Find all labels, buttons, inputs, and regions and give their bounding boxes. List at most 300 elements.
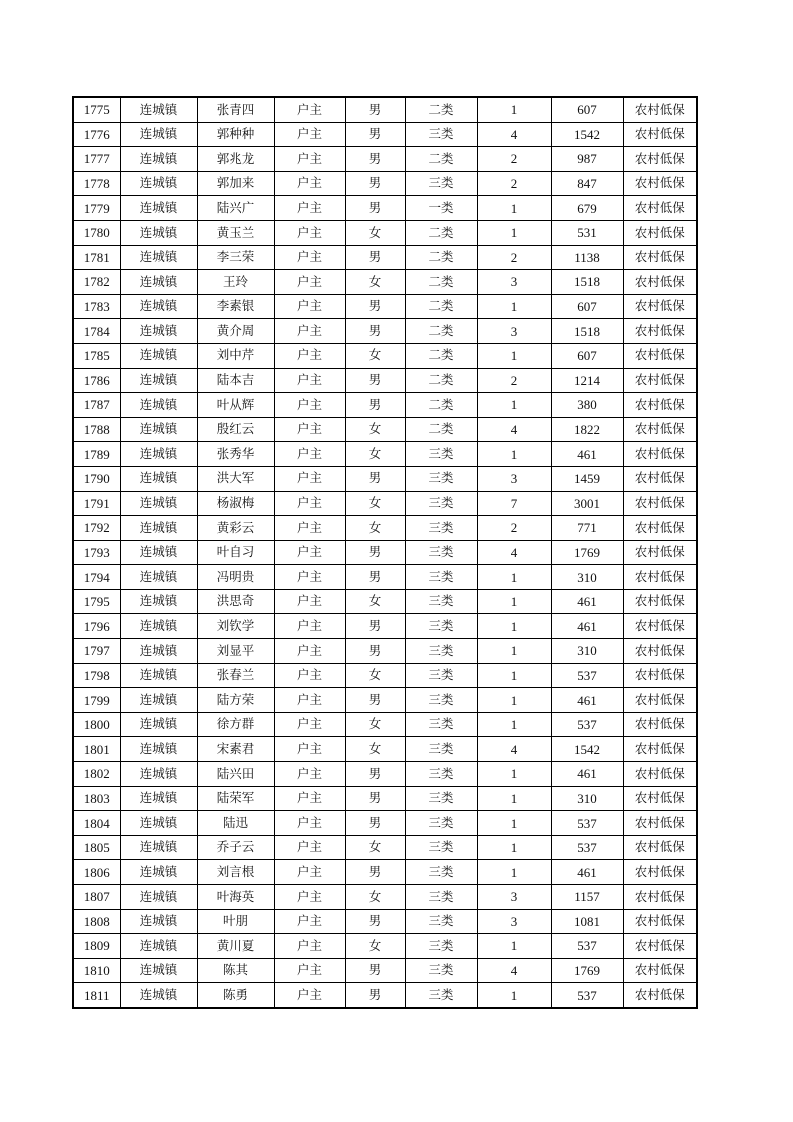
cell-assistance-type: 农村低保 <box>623 712 697 737</box>
cell-assistance-type: 农村低保 <box>623 958 697 983</box>
cell-category: 三类 <box>405 860 477 885</box>
cell-row-number: 1804 <box>73 811 120 836</box>
cell-town: 连城镇 <box>120 270 197 295</box>
cell-gender: 男 <box>345 762 405 787</box>
cell-assistance-type: 农村低保 <box>623 540 697 565</box>
cell-relation: 户主 <box>274 786 345 811</box>
cell-gender: 男 <box>345 811 405 836</box>
table-row <box>73 860 697 885</box>
cell-row-number: 1784 <box>73 319 120 344</box>
cell-name: 乔子云 <box>197 835 274 860</box>
cell-name: 黄彩云 <box>197 516 274 541</box>
cell-amount: 1214 <box>551 368 623 393</box>
cell-name: 殷红云 <box>197 417 274 442</box>
cell-name: 叶自习 <box>197 540 274 565</box>
cell-name: 杨淑梅 <box>197 491 274 516</box>
cell-gender: 男 <box>345 245 405 270</box>
cell-town: 连城镇 <box>120 934 197 959</box>
cell-amount: 1822 <box>551 417 623 442</box>
cell-relation: 户主 <box>274 343 345 368</box>
cell-relation: 户主 <box>274 147 345 172</box>
cell-relation: 户主 <box>274 368 345 393</box>
cell-relation: 户主 <box>274 245 345 270</box>
table-row <box>73 491 697 516</box>
cell-amount: 607 <box>551 97 623 122</box>
cell-gender: 男 <box>345 97 405 122</box>
cell-gender: 男 <box>345 786 405 811</box>
cell-town: 连城镇 <box>120 663 197 688</box>
cell-town: 连城镇 <box>120 319 197 344</box>
cell-row-number: 1796 <box>73 614 120 639</box>
cell-gender: 女 <box>345 516 405 541</box>
cell-category: 三类 <box>405 122 477 147</box>
cell-town: 连城镇 <box>120 983 197 1008</box>
cell-name: 陆迅 <box>197 811 274 836</box>
cell-gender: 女 <box>345 270 405 295</box>
cell-row-number: 1803 <box>73 786 120 811</box>
table-row <box>73 958 697 983</box>
cell-household-size: 2 <box>477 516 551 541</box>
cell-gender: 男 <box>345 196 405 221</box>
cell-town: 连城镇 <box>120 393 197 418</box>
cell-amount: 537 <box>551 811 623 836</box>
cell-row-number: 1781 <box>73 245 120 270</box>
cell-assistance-type: 农村低保 <box>623 909 697 934</box>
cell-assistance-type: 农村低保 <box>623 934 697 959</box>
cell-household-size: 2 <box>477 245 551 270</box>
cell-name: 徐方群 <box>197 712 274 737</box>
cell-assistance-type: 农村低保 <box>623 122 697 147</box>
cell-gender: 女 <box>345 737 405 762</box>
cell-name: 刘中芹 <box>197 343 274 368</box>
cell-town: 连城镇 <box>120 565 197 590</box>
cell-household-size: 4 <box>477 737 551 762</box>
cell-town: 连城镇 <box>120 171 197 196</box>
cell-category: 三类 <box>405 983 477 1008</box>
cell-gender: 男 <box>345 171 405 196</box>
cell-row-number: 1789 <box>73 442 120 467</box>
cell-amount: 461 <box>551 614 623 639</box>
cell-gender: 男 <box>345 983 405 1008</box>
cell-household-size: 1 <box>477 565 551 590</box>
cell-household-size: 1 <box>477 688 551 713</box>
cell-household-size: 1 <box>477 860 551 885</box>
cell-amount: 310 <box>551 639 623 664</box>
cell-amount: 461 <box>551 442 623 467</box>
cell-name: 刘显平 <box>197 639 274 664</box>
cell-name: 洪大军 <box>197 466 274 491</box>
cell-name: 黄川夏 <box>197 934 274 959</box>
cell-category: 三类 <box>405 786 477 811</box>
cell-category: 二类 <box>405 147 477 172</box>
table-row <box>73 122 697 147</box>
cell-relation: 户主 <box>274 688 345 713</box>
table-row <box>73 909 697 934</box>
cell-category: 三类 <box>405 442 477 467</box>
table-row <box>73 196 697 221</box>
cell-gender: 女 <box>345 442 405 467</box>
cell-row-number: 1808 <box>73 909 120 934</box>
cell-amount: 1518 <box>551 270 623 295</box>
cell-category: 二类 <box>405 343 477 368</box>
cell-relation: 户主 <box>274 319 345 344</box>
cell-assistance-type: 农村低保 <box>623 171 697 196</box>
table-row <box>73 639 697 664</box>
cell-category: 三类 <box>405 958 477 983</box>
cell-row-number: 1785 <box>73 343 120 368</box>
table-row <box>73 762 697 787</box>
cell-relation: 户主 <box>274 442 345 467</box>
cell-relation: 户主 <box>274 417 345 442</box>
cell-assistance-type: 农村低保 <box>623 417 697 442</box>
cell-town: 连城镇 <box>120 589 197 614</box>
cell-amount: 1542 <box>551 737 623 762</box>
cell-name: 叶朋 <box>197 909 274 934</box>
cell-amount: 1542 <box>551 122 623 147</box>
cell-household-size: 1 <box>477 589 551 614</box>
table-row <box>73 466 697 491</box>
table-row <box>73 516 697 541</box>
cell-relation: 户主 <box>274 491 345 516</box>
cell-town: 连城镇 <box>120 442 197 467</box>
cell-town: 连城镇 <box>120 245 197 270</box>
cell-gender: 女 <box>345 712 405 737</box>
cell-category: 三类 <box>405 565 477 590</box>
cell-name: 刘钦学 <box>197 614 274 639</box>
cell-category: 二类 <box>405 97 477 122</box>
cell-town: 连城镇 <box>120 811 197 836</box>
table-row <box>73 663 697 688</box>
table-row <box>73 885 697 910</box>
table-row <box>73 442 697 467</box>
cell-name: 冯明贵 <box>197 565 274 590</box>
cell-relation: 户主 <box>274 97 345 122</box>
cell-relation: 户主 <box>274 220 345 245</box>
cell-assistance-type: 农村低保 <box>623 245 697 270</box>
cell-row-number: 1802 <box>73 762 120 787</box>
cell-town: 连城镇 <box>120 614 197 639</box>
cell-relation: 户主 <box>274 885 345 910</box>
table-row <box>73 343 697 368</box>
cell-household-size: 1 <box>477 97 551 122</box>
cell-gender: 男 <box>345 639 405 664</box>
cell-category: 一类 <box>405 196 477 221</box>
cell-household-size: 4 <box>477 122 551 147</box>
cell-relation: 户主 <box>274 663 345 688</box>
cell-assistance-type: 农村低保 <box>623 565 697 590</box>
cell-town: 连城镇 <box>120 958 197 983</box>
cell-relation: 户主 <box>274 958 345 983</box>
cell-town: 连城镇 <box>120 294 197 319</box>
cell-town: 连城镇 <box>120 909 197 934</box>
cell-name: 黄玉兰 <box>197 220 274 245</box>
cell-gender: 男 <box>345 294 405 319</box>
cell-amount: 1459 <box>551 466 623 491</box>
table-row <box>73 97 697 122</box>
cell-category: 二类 <box>405 393 477 418</box>
cell-town: 连城镇 <box>120 466 197 491</box>
table-row <box>73 319 697 344</box>
cell-household-size: 1 <box>477 811 551 836</box>
cell-relation: 户主 <box>274 762 345 787</box>
table-row <box>73 270 697 295</box>
cell-relation: 户主 <box>274 589 345 614</box>
cell-amount: 537 <box>551 663 623 688</box>
cell-amount: 461 <box>551 589 623 614</box>
cell-name: 张春兰 <box>197 663 274 688</box>
cell-assistance-type: 农村低保 <box>623 319 697 344</box>
cell-category: 二类 <box>405 294 477 319</box>
cell-assistance-type: 农村低保 <box>623 811 697 836</box>
cell-relation: 户主 <box>274 565 345 590</box>
cell-household-size: 1 <box>477 614 551 639</box>
cell-gender: 男 <box>345 319 405 344</box>
cell-town: 连城镇 <box>120 786 197 811</box>
table-row <box>73 393 697 418</box>
cell-household-size: 3 <box>477 270 551 295</box>
cell-row-number: 1800 <box>73 712 120 737</box>
cell-row-number: 1776 <box>73 122 120 147</box>
cell-row-number: 1806 <box>73 860 120 885</box>
cell-row-number: 1809 <box>73 934 120 959</box>
cell-town: 连城镇 <box>120 343 197 368</box>
cell-row-number: 1778 <box>73 171 120 196</box>
cell-gender: 男 <box>345 909 405 934</box>
cell-row-number: 1791 <box>73 491 120 516</box>
cell-household-size: 1 <box>477 786 551 811</box>
cell-relation: 户主 <box>274 516 345 541</box>
cell-relation: 户主 <box>274 860 345 885</box>
cell-assistance-type: 农村低保 <box>623 835 697 860</box>
table-row <box>73 688 697 713</box>
cell-gender: 女 <box>345 491 405 516</box>
table-row <box>73 712 697 737</box>
cell-household-size: 1 <box>477 663 551 688</box>
cell-assistance-type: 农村低保 <box>623 368 697 393</box>
cell-category: 三类 <box>405 885 477 910</box>
cell-category: 三类 <box>405 737 477 762</box>
cell-amount: 1081 <box>551 909 623 934</box>
cell-amount: 461 <box>551 762 623 787</box>
cell-category: 三类 <box>405 712 477 737</box>
cell-category: 二类 <box>405 270 477 295</box>
cell-relation: 户主 <box>274 270 345 295</box>
cell-household-size: 4 <box>477 417 551 442</box>
cell-name: 李三荣 <box>197 245 274 270</box>
cell-relation: 户主 <box>274 737 345 762</box>
cell-town: 连城镇 <box>120 860 197 885</box>
cell-category: 二类 <box>405 417 477 442</box>
table-body <box>73 97 697 1008</box>
table-row <box>73 934 697 959</box>
cell-town: 连城镇 <box>120 835 197 860</box>
cell-category: 三类 <box>405 171 477 196</box>
cell-row-number: 1783 <box>73 294 120 319</box>
cell-household-size: 1 <box>477 343 551 368</box>
cell-assistance-type: 农村低保 <box>623 614 697 639</box>
table-row <box>73 983 697 1008</box>
cell-row-number: 1779 <box>73 196 120 221</box>
cell-gender: 男 <box>345 466 405 491</box>
cell-amount: 1518 <box>551 319 623 344</box>
cell-name: 叶从辉 <box>197 393 274 418</box>
cell-row-number: 1799 <box>73 688 120 713</box>
cell-category: 三类 <box>405 589 477 614</box>
cell-row-number: 1811 <box>73 983 120 1008</box>
cell-name: 黄介周 <box>197 319 274 344</box>
cell-assistance-type: 农村低保 <box>623 737 697 762</box>
cell-row-number: 1786 <box>73 368 120 393</box>
cell-row-number: 1790 <box>73 466 120 491</box>
cell-gender: 男 <box>345 565 405 590</box>
cell-amount: 310 <box>551 786 623 811</box>
cell-town: 连城镇 <box>120 97 197 122</box>
cell-category: 三类 <box>405 934 477 959</box>
cell-category: 三类 <box>405 639 477 664</box>
cell-category: 二类 <box>405 220 477 245</box>
cell-assistance-type: 农村低保 <box>623 343 697 368</box>
cell-assistance-type: 农村低保 <box>623 762 697 787</box>
cell-amount: 1769 <box>551 540 623 565</box>
cell-relation: 户主 <box>274 294 345 319</box>
cell-town: 连城镇 <box>120 368 197 393</box>
cell-town: 连城镇 <box>120 712 197 737</box>
cell-amount: 3001 <box>551 491 623 516</box>
cell-assistance-type: 农村低保 <box>623 860 697 885</box>
cell-gender: 女 <box>345 589 405 614</box>
cell-relation: 户主 <box>274 639 345 664</box>
cell-category: 三类 <box>405 762 477 787</box>
cell-gender: 女 <box>345 417 405 442</box>
cell-name: 陆本吉 <box>197 368 274 393</box>
cell-name: 陆兴田 <box>197 762 274 787</box>
table-row <box>73 368 697 393</box>
cell-relation: 户主 <box>274 835 345 860</box>
table-row <box>73 565 697 590</box>
cell-relation: 户主 <box>274 712 345 737</box>
cell-category: 三类 <box>405 835 477 860</box>
cell-gender: 男 <box>345 688 405 713</box>
cell-assistance-type: 农村低保 <box>623 270 697 295</box>
cell-assistance-type: 农村低保 <box>623 466 697 491</box>
cell-category: 二类 <box>405 245 477 270</box>
cell-row-number: 1788 <box>73 417 120 442</box>
cell-household-size: 3 <box>477 885 551 910</box>
cell-assistance-type: 农村低保 <box>623 639 697 664</box>
cell-assistance-type: 农村低保 <box>623 516 697 541</box>
table-row <box>73 786 697 811</box>
table-row <box>73 147 697 172</box>
cell-household-size: 7 <box>477 491 551 516</box>
cell-row-number: 1775 <box>73 97 120 122</box>
table-row <box>73 835 697 860</box>
cell-amount: 847 <box>551 171 623 196</box>
cell-town: 连城镇 <box>120 491 197 516</box>
cell-assistance-type: 农村低保 <box>623 196 697 221</box>
cell-household-size: 1 <box>477 220 551 245</box>
cell-amount: 771 <box>551 516 623 541</box>
cell-town: 连城镇 <box>120 737 197 762</box>
cell-row-number: 1787 <box>73 393 120 418</box>
cell-row-number: 1795 <box>73 589 120 614</box>
cell-relation: 户主 <box>274 122 345 147</box>
cell-row-number: 1777 <box>73 147 120 172</box>
cell-household-size: 1 <box>477 639 551 664</box>
cell-household-size: 1 <box>477 762 551 787</box>
cell-gender: 女 <box>345 663 405 688</box>
table-row <box>73 245 697 270</box>
cell-household-size: 2 <box>477 147 551 172</box>
cell-assistance-type: 农村低保 <box>623 97 697 122</box>
cell-category: 二类 <box>405 368 477 393</box>
cell-town: 连城镇 <box>120 122 197 147</box>
cell-household-size: 1 <box>477 196 551 221</box>
cell-assistance-type: 农村低保 <box>623 663 697 688</box>
cell-name: 王玲 <box>197 270 274 295</box>
cell-gender: 男 <box>345 614 405 639</box>
cell-gender: 男 <box>345 393 405 418</box>
table-row <box>73 417 697 442</box>
cell-relation: 户主 <box>274 614 345 639</box>
cell-assistance-type: 农村低保 <box>623 294 697 319</box>
cell-name: 张青四 <box>197 97 274 122</box>
cell-row-number: 1805 <box>73 835 120 860</box>
cell-town: 连城镇 <box>120 639 197 664</box>
cell-category: 三类 <box>405 614 477 639</box>
cell-row-number: 1810 <box>73 958 120 983</box>
cell-amount: 461 <box>551 860 623 885</box>
cell-assistance-type: 农村低保 <box>623 983 697 1008</box>
cell-town: 连城镇 <box>120 220 197 245</box>
cell-row-number: 1792 <box>73 516 120 541</box>
cell-row-number: 1807 <box>73 885 120 910</box>
cell-household-size: 4 <box>477 958 551 983</box>
cell-category: 三类 <box>405 811 477 836</box>
table-row <box>73 294 697 319</box>
cell-relation: 户主 <box>274 466 345 491</box>
cell-gender: 男 <box>345 958 405 983</box>
cell-name: 陈其 <box>197 958 274 983</box>
table-row <box>73 171 697 196</box>
cell-category: 二类 <box>405 319 477 344</box>
cell-name: 郭加来 <box>197 171 274 196</box>
cell-amount: 1157 <box>551 885 623 910</box>
beneficiary-table <box>72 96 698 1009</box>
cell-household-size: 3 <box>477 909 551 934</box>
cell-name: 洪思奇 <box>197 589 274 614</box>
cell-name: 陆兴广 <box>197 196 274 221</box>
cell-amount: 537 <box>551 835 623 860</box>
cell-row-number: 1780 <box>73 220 120 245</box>
cell-amount: 607 <box>551 343 623 368</box>
cell-amount: 537 <box>551 983 623 1008</box>
table-row <box>73 614 697 639</box>
cell-category: 三类 <box>405 688 477 713</box>
cell-gender: 男 <box>345 147 405 172</box>
cell-category: 三类 <box>405 466 477 491</box>
cell-gender: 男 <box>345 540 405 565</box>
cell-household-size: 2 <box>477 368 551 393</box>
cell-name: 叶海英 <box>197 885 274 910</box>
cell-household-size: 1 <box>477 393 551 418</box>
cell-row-number: 1797 <box>73 639 120 664</box>
cell-amount: 987 <box>551 147 623 172</box>
cell-household-size: 3 <box>477 319 551 344</box>
cell-amount: 461 <box>551 688 623 713</box>
cell-row-number: 1801 <box>73 737 120 762</box>
cell-amount: 531 <box>551 220 623 245</box>
cell-household-size: 4 <box>477 540 551 565</box>
